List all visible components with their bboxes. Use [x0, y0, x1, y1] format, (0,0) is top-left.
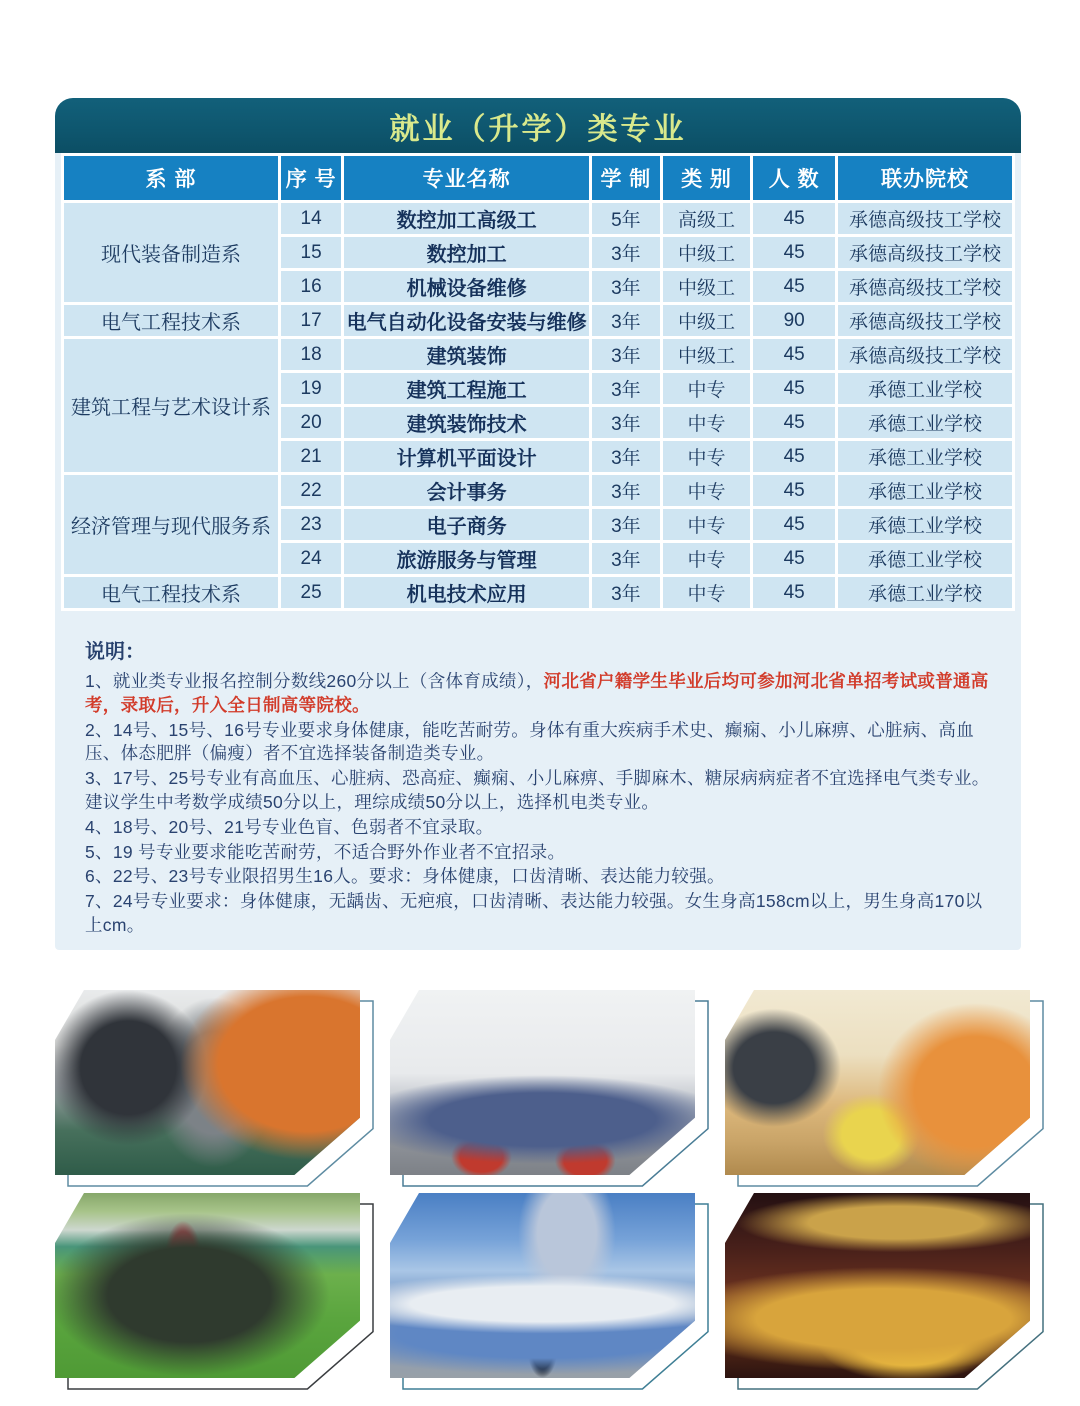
cell-school: 承德工业学校: [838, 373, 1012, 404]
column-header-5: 人 数: [753, 156, 835, 200]
cell-major: 数控加工: [344, 237, 589, 268]
cell-school: 承德高级技工学校: [838, 237, 1012, 268]
cell-school: 承德工业学校: [838, 407, 1012, 438]
cell-count: 45: [753, 509, 835, 540]
cell-major: 建筑工程施工: [344, 373, 589, 404]
cell-category: 中专: [663, 407, 750, 438]
cell-count: 45: [753, 475, 835, 506]
cell-major: 电气自动化设备安装与维修: [344, 305, 589, 336]
cell-major: 建筑装饰技术: [344, 407, 589, 438]
notes-list: [85, 670, 991, 938]
cell-count: 45: [753, 203, 835, 234]
photo-kindergarten-practice: [725, 990, 1030, 1175]
cell-school: 承德高级技工学校: [838, 339, 1012, 370]
cell-school: 承德高级技工学校: [838, 305, 1012, 336]
note-item-2: [85, 719, 991, 767]
cell-school: 承德高级技工学校: [838, 203, 1012, 234]
note-text: 5、19 号专业要求能吃苦耐劳，不适合野外作业者不宜招录。: [85, 841, 566, 862]
table-row: [64, 305, 1012, 336]
table-row: [64, 577, 1012, 608]
photo-cell-workshop-training: [55, 990, 360, 1175]
cell-category: 中专: [663, 373, 750, 404]
column-header-6: 联办院校: [838, 156, 1012, 200]
cell-years: 5年: [592, 203, 660, 234]
cell-department: 电气工程技术系: [64, 305, 278, 336]
cell-category: 中级工: [663, 339, 750, 370]
cell-years: 3年: [592, 543, 660, 574]
cell-number: 25: [281, 577, 341, 608]
cell-number: 18: [281, 339, 341, 370]
note-item-7: [85, 890, 991, 938]
cell-major: 会计事务: [344, 475, 589, 506]
cell-count: 90: [753, 305, 835, 336]
column-header-3: 学 制: [592, 156, 660, 200]
cell-school: 承德工业学校: [838, 509, 1012, 540]
cell-number: 16: [281, 271, 341, 302]
photo-workshop-training: [55, 990, 360, 1175]
cell-category: 高级工: [663, 203, 750, 234]
column-header-4: 类 别: [663, 156, 750, 200]
cell-years: 3年: [592, 441, 660, 472]
cell-major: 机电技术应用: [344, 577, 589, 608]
cell-years: 3年: [592, 577, 660, 608]
cell-number: 15: [281, 237, 341, 268]
column-header-2: 专业名称: [344, 156, 589, 200]
cell-number: 21: [281, 441, 341, 472]
cell-years: 3年: [592, 373, 660, 404]
cell-major: 机械设备维修: [344, 271, 589, 302]
card-title-band: [55, 98, 1021, 153]
cell-major: 旅游服务与管理: [344, 543, 589, 574]
cell-category: 中级工: [663, 305, 750, 336]
cell-number: 19: [281, 373, 341, 404]
photo-cell-honor-guard-drill: [55, 1193, 360, 1378]
cell-number: 24: [281, 543, 341, 574]
table-row: [64, 339, 1012, 370]
table-header-row: [64, 156, 1012, 200]
cell-department: 电气工程技术系: [64, 577, 278, 608]
note-item-3: [85, 767, 991, 815]
cell-school: 承德工业学校: [838, 543, 1012, 574]
cell-major: 计算机平面设计: [344, 441, 589, 472]
cell-count: 45: [753, 543, 835, 574]
cell-count: 45: [753, 237, 835, 268]
cell-major: 数控加工高级工: [344, 203, 589, 234]
program-card: [55, 98, 1021, 950]
column-header-1: 序 号: [281, 156, 341, 200]
cell-department: 经济管理与现代服务系: [64, 475, 278, 574]
cell-category: 中专: [663, 441, 750, 472]
note-text: 2、14号、15号、16号专业要求身体健康，能吃苦耐劳。身体有重大疾病手术史、癫痫、小儿麻痹、心脏病、高血压、体态肥胖（偏瘦）者不宜选择装备制造类专业。: [85, 719, 975, 764]
cell-category: 中级工: [663, 271, 750, 302]
cell-years: 3年: [592, 407, 660, 438]
cell-category: 中专: [663, 509, 750, 540]
photo-honor-guard-drill: [55, 1193, 360, 1378]
cell-department: 现代装备制造系: [64, 203, 278, 302]
cell-category: 中级工: [663, 237, 750, 268]
table-row: [64, 475, 1012, 506]
cell-category: 中专: [663, 543, 750, 574]
cell-number: 17: [281, 305, 341, 336]
cell-count: 45: [753, 373, 835, 404]
cell-number: 20: [281, 407, 341, 438]
column-header-0: 系 部: [64, 156, 278, 200]
note-text: 3、17号、25号专业有高血压、心脏病、恐高症、癫痫、小儿麻痹、手脚麻木、糖尿病病症者不宜选择电气类专业。建议学生中考数学成绩50分以上，理综成绩50分以上，选择机电类专业。: [85, 768, 990, 812]
photo-grid: [55, 990, 1030, 1378]
cell-category: 中专: [663, 475, 750, 506]
cell-years: 3年: [592, 475, 660, 506]
notes-section: [55, 611, 1021, 938]
note-text: 4、18号、20号、21号专业色盲、色弱者不宜录取。: [85, 816, 494, 837]
notes-heading: 说明：: [85, 641, 145, 663]
cell-years: 3年: [592, 305, 660, 336]
note-item-6: [85, 865, 991, 889]
photo-choir-performance: [390, 1193, 695, 1378]
cell-major: 电子商务: [344, 509, 589, 540]
cell-years: 3年: [592, 237, 660, 268]
program-table: [61, 153, 1015, 611]
note-text: 6、22号、23号专业限招男生16人。要求：身体健康，口齿清晰、表达能力较强。: [85, 866, 725, 887]
card-title: 就业（升学）类专业: [389, 112, 687, 146]
photo-classroom-lesson: [390, 990, 695, 1175]
cell-count: 45: [753, 577, 835, 608]
photo-cell-choir-performance: [390, 1193, 695, 1378]
note-text: 1、就业类专业报名控制分数线260分以上（含体育成绩），: [85, 671, 544, 691]
cell-count: 45: [753, 407, 835, 438]
note-highlight-text: 河北省户籍学生毕业后均可参加河北省单招考试或普通高考，录取后，升入全日制高等院校。: [85, 671, 989, 715]
cell-count: 45: [753, 441, 835, 472]
note-item-1: [85, 670, 991, 718]
table-body: [64, 203, 1012, 608]
cell-school: 承德工业学校: [838, 475, 1012, 506]
cell-years: 3年: [592, 339, 660, 370]
cell-number: 23: [281, 509, 341, 540]
cell-count: 45: [753, 339, 835, 370]
cell-school: 承德高级技工学校: [838, 271, 1012, 302]
photo-cell-classroom-lesson: [390, 990, 695, 1175]
cell-school: 承德工业学校: [838, 577, 1012, 608]
cell-number: 14: [281, 203, 341, 234]
cell-count: 45: [753, 271, 835, 302]
note-item-4: [85, 816, 991, 840]
photo-cell-kindergarten-practice: [725, 990, 1030, 1175]
cell-years: 3年: [592, 509, 660, 540]
note-text: 7、24号专业要求：身体健康，无龋齿、无疤痕，口齿清晰、表达能力较强。女生身高158cm以上，男生身高170以上cm。: [85, 891, 983, 935]
cell-school: 承德工业学校: [838, 441, 1012, 472]
cell-years: 3年: [592, 271, 660, 302]
photo-cell-dance-performance: [725, 1193, 1030, 1378]
cell-major: 建筑装饰: [344, 339, 589, 370]
cell-category: 中专: [663, 577, 750, 608]
cell-number: 22: [281, 475, 341, 506]
note-item-5: [85, 841, 991, 865]
cell-department: 建筑工程与艺术设计系: [64, 339, 278, 472]
photo-dance-performance: [725, 1193, 1030, 1378]
table-row: [64, 203, 1012, 234]
